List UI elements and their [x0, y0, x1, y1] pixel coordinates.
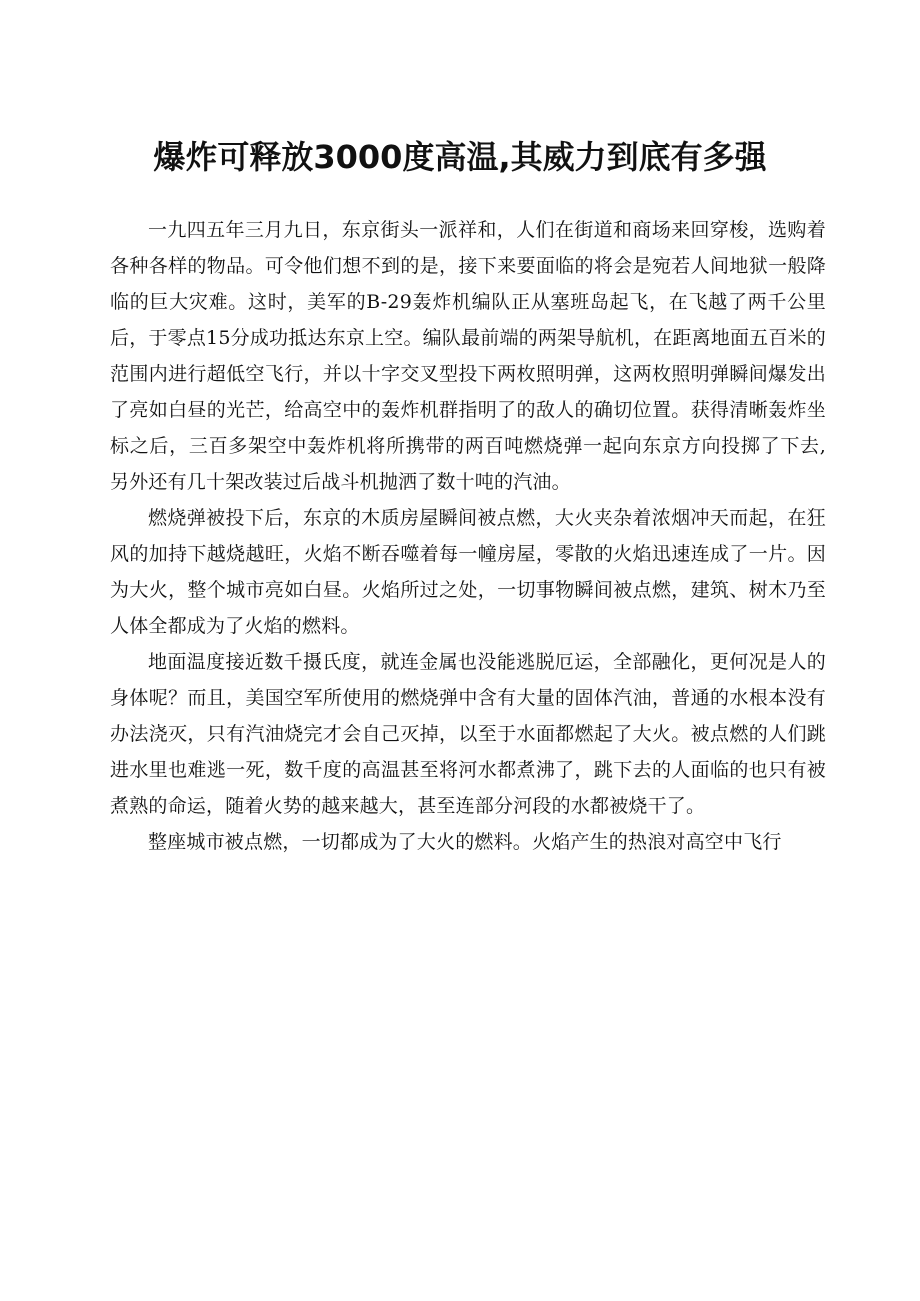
document-body — [110, 212, 826, 860]
paragraph-4: 整座城市被点燃，一切都成为了大火的燃料。火焰产生的热浪对高空中飞行 — [148, 831, 782, 853]
paragraph-2: 燃烧弹被投下后，东京的木质房屋瞬间被点燃，大火夹杂着浓烟冲天而起，在狂风的加持下越烧越旺，火焰不断吞噬着每一幢房屋，零散的火焰迅速连成了一片。因为大火，整个城市亮如白昼。火焰所过之处，一切事物瞬间被点燃，建筑、树木乃至人体全都成为了火焰的燃料。 — [110, 507, 826, 637]
paragraph-1: 一九四五年三月九日，东京街头一派祥和，人们在街道和商场来回穿梭，选购着各种各样的物品。可令他们想不到的是，接下来要面临的将会是宛若人间地狱一般降临的巨大灾难。这时，美军的B-29轰炸机编队正从塞班岛起飞，在飞越了两千公里后，于零点15分成功抵达东京上空。编队最前端的两架导航机，在距离地面五百米的范围内进行超低空飞行，并以十字交叉型投下两枚照明弹，这两枚照明弹瞬间爆发出了亮如白昼的光芒，给高空中的轰炸机群指明了的敌人的确切位置。获得清晰轰炸坐标之后，三百多架空中轰炸机将所携带的两百吨燃烧弹一起向东京方向投掷了下去,另外还有几十架改装过后战斗机抛洒了数十吨的汽油。 — [110, 219, 826, 493]
paragraph-3: 地面温度接近数千摄氏度，就连金属也没能逃脱厄运，全部融化，更何况是人的身体呢？而且，美国空军所使用的燃烧弹中含有大量的固体汽油，普通的水根本没有办法浇灭，只有汽油烧完才会自己灭掉，以至于水面都燃起了大火。被点燃的人们跳进水里也难逃一死，数千度的高温甚至将河水都煮沸了，跳下去的人面临的也只有被煮熟的命运，随着火势的越来越大，甚至连部分河段的水都被烧干了。 — [110, 651, 826, 817]
document-title: 爆炸可释放3000度高温,其威力到底有多强 — [153, 138, 767, 177]
